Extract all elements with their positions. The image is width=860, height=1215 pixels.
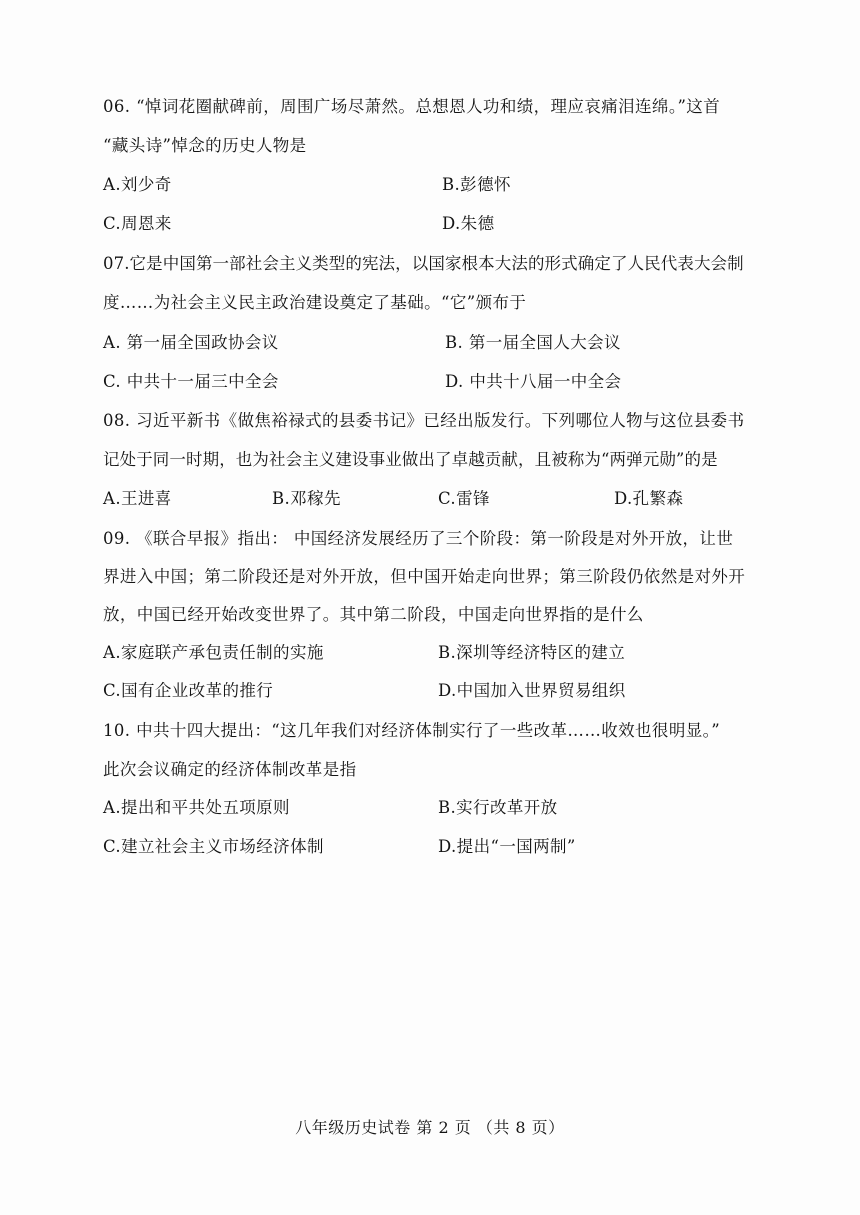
question-stem-line: 记处于同一时期，也为社会主义建设事业做出了卓越贡献，且被称为“两弹元勋”的是 xyxy=(103,450,718,469)
question-stem-line: “藏头诗”悼念的历史人物是 xyxy=(103,136,307,155)
option-a: A. 第一届全国政协会议 xyxy=(103,333,279,352)
option-d: D.中国加入世界贸易组织 xyxy=(438,681,626,700)
option-b: B.深圳等经济特区的建立 xyxy=(438,643,626,662)
option-b: B.邓稼先 xyxy=(272,489,341,508)
option-d: D.提出“一国两制” xyxy=(438,837,576,856)
option-a: A.提出和平共处五项原则 xyxy=(103,798,290,817)
option-c: C.国有企业改革的推行 xyxy=(103,681,274,700)
question-stem-line: 放，中国已经开始改变世界了。其中第二阶段，中国走向世界指的是什么 xyxy=(103,605,644,624)
option-c: C.建立社会主义市场经济体制 xyxy=(103,837,324,856)
question-stem-line: 界进入中国；第二阶段还是对外开放，但中国开始走向世界；第三阶段仍依然是对外开 xyxy=(103,567,746,586)
question-stem-line: 06. “悼词花圈献碑前，周围广场尽萧然。总想恩人功和绩，理应哀痛泪连绵。”这首 xyxy=(103,97,721,116)
page-footer: 八年级历史试卷 第 2 页 （共 8 页） xyxy=(295,1118,565,1137)
option-a: A.王进喜 xyxy=(103,489,172,508)
question-stem-line: 10. 中共十四大提出：“这几年我们对经济体制实行了一些改革……收效也很明显。” xyxy=(103,721,721,740)
question-stem-line: 07.它是中国第一部社会主义类型的宪法，以国家根本大法的形式确定了人民代表大会制 xyxy=(103,254,744,273)
question-stem-line: 此次会议确定的经济体制改革是指 xyxy=(103,760,357,779)
option-c: C.雷锋 xyxy=(438,489,490,508)
option-a: A.家庭联产承包责任制的实施 xyxy=(103,643,324,662)
option-c: C. 中共十一届三中全会 xyxy=(103,372,279,391)
option-d: D.朱德 xyxy=(442,214,495,233)
option-b: B. 第一届全国人大会议 xyxy=(445,333,621,352)
question-stem-line: 08. 习近平新书《做焦裕禄式的县委书记》已经出版发行。下列哪位人物与这位县委书 xyxy=(103,411,745,430)
option-b: B.实行改革开放 xyxy=(438,798,558,817)
option-a: A.刘少奇 xyxy=(103,175,172,194)
option-d: D.孔繁森 xyxy=(614,489,684,508)
option-c: C.周恩来 xyxy=(103,214,172,233)
option-b: B.彭德怀 xyxy=(442,175,511,194)
question-stem-line: 度……为社会主义民主政治建设奠定了基础。“它”颁布于 xyxy=(103,293,527,312)
option-d: D. 中共十八届一中全会 xyxy=(445,372,622,391)
question-stem-line: 09. 《联合早报》指出： 中国经济发展经历了三个阶段：第一阶段是对外开放，让世 xyxy=(103,529,734,548)
